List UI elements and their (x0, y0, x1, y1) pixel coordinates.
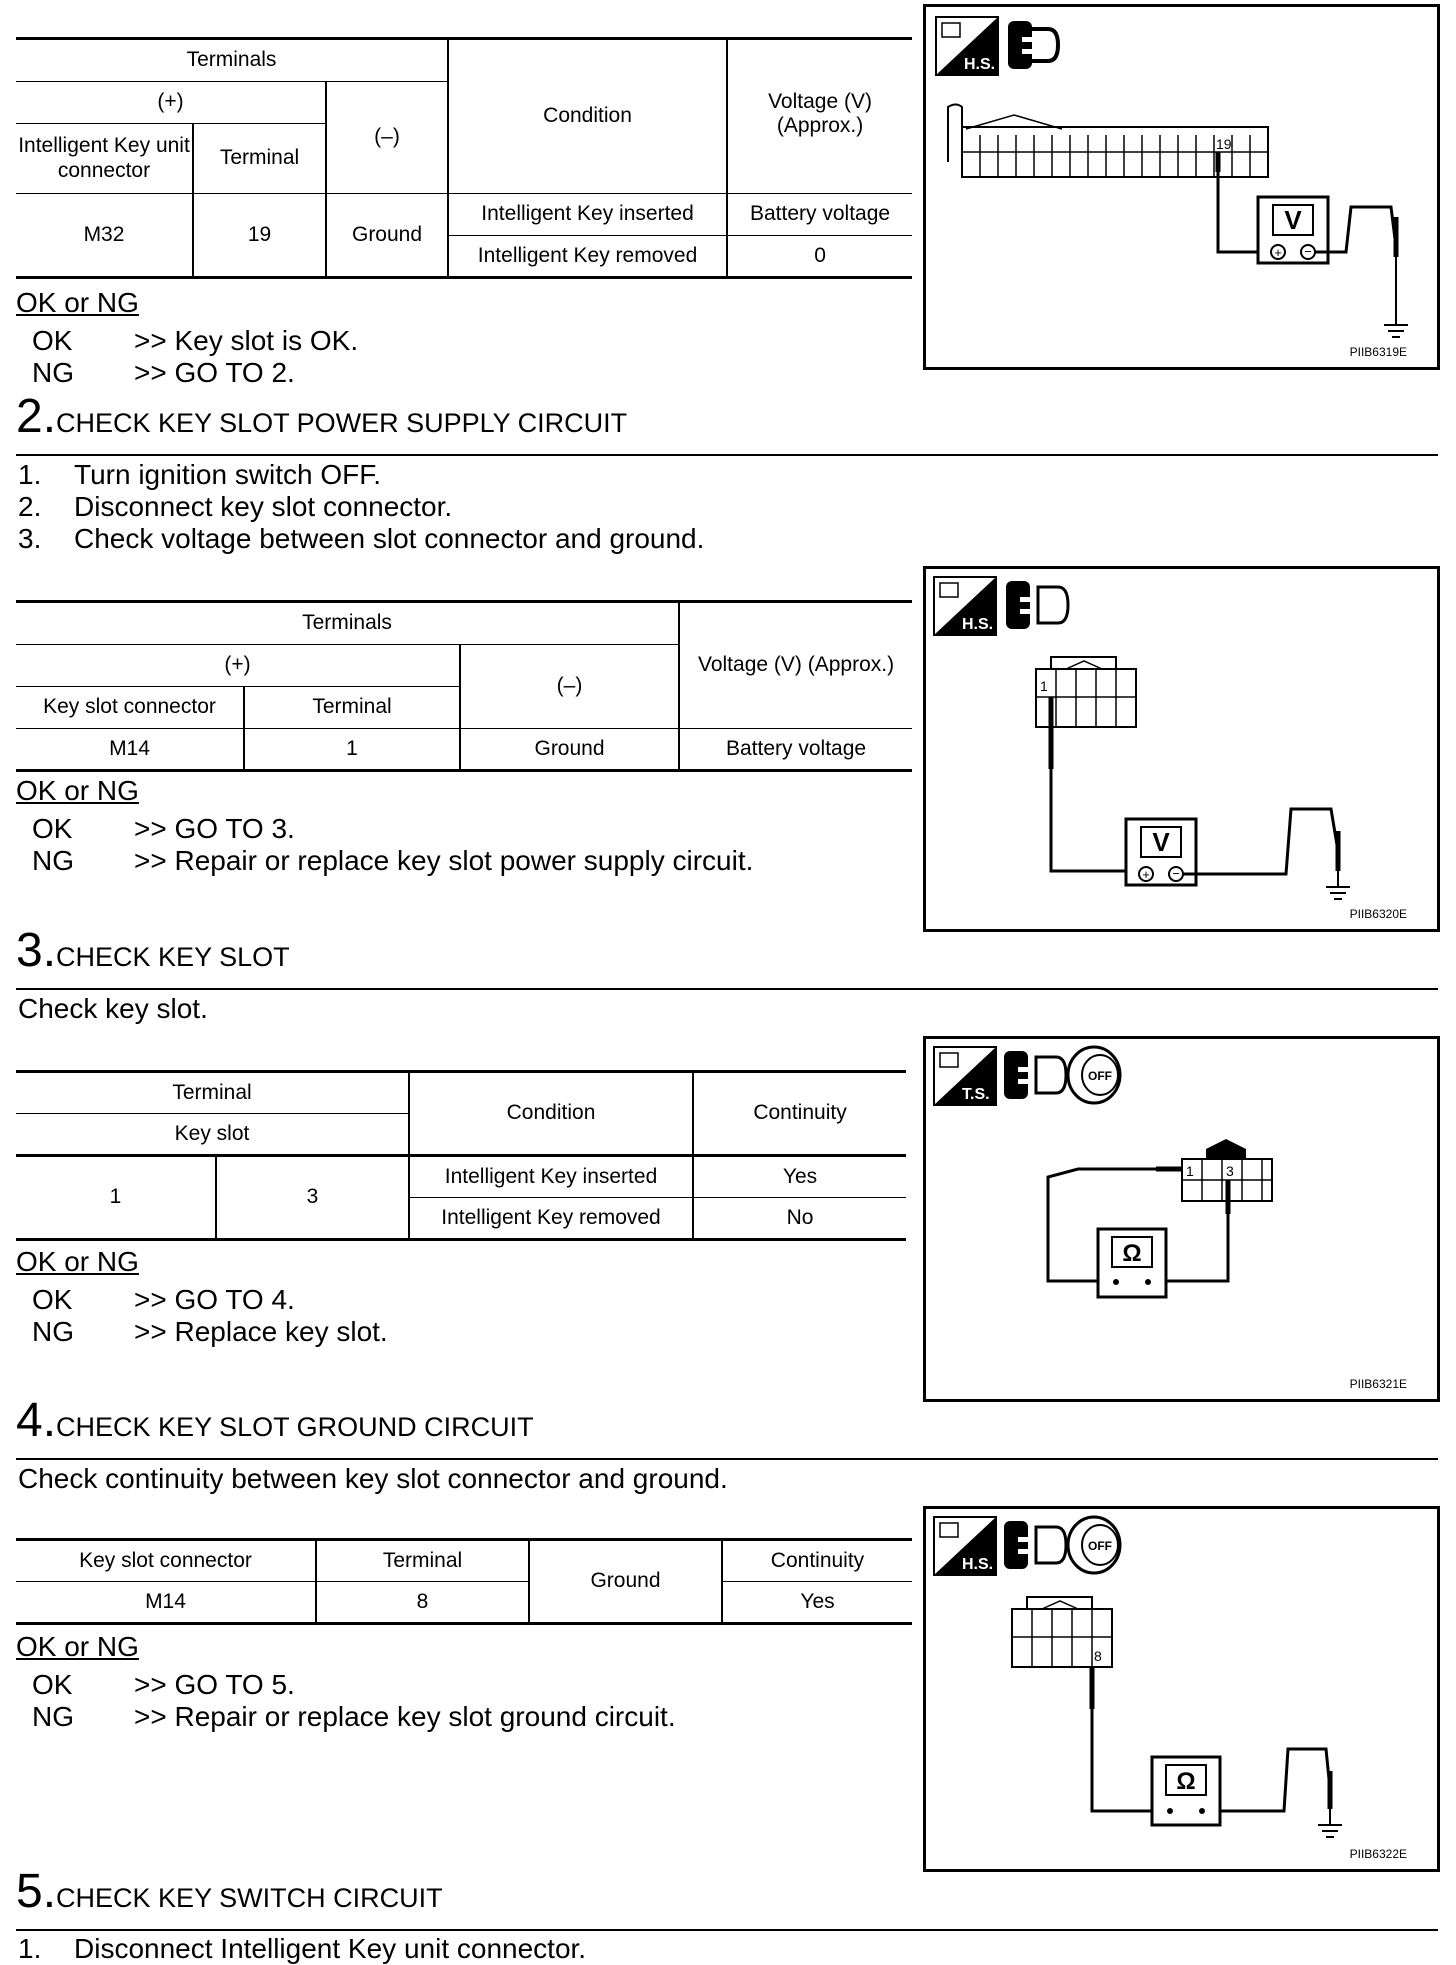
pin-label: 1 (1040, 678, 1048, 694)
okng-title: OK or NG (16, 287, 139, 318)
cell-continuity: Yes (722, 1582, 912, 1624)
svg-text:−: − (1304, 244, 1312, 259)
svg-text:V: V (1284, 205, 1302, 235)
figure-code: PIIB6320E (1349, 907, 1407, 921)
divider (16, 988, 1438, 990)
continuity-table-3 (16, 1070, 906, 1241)
header-terminal: Terminal (16, 1072, 409, 1114)
ok-text: >> Key slot is OK. (134, 325, 359, 356)
header-minus: (–) (460, 645, 679, 729)
cell-terminal: 19 (193, 194, 326, 278)
cell-condition: Intelligent Key inserted (448, 194, 727, 236)
svg-text:+: + (1142, 867, 1150, 882)
svg-text:Ω: Ω (1176, 1768, 1196, 1795)
ng-key: NG (32, 357, 74, 388)
header-condition: Condition (448, 39, 727, 194)
step-heading-4: 4.CHECK KEY SLOT GROUND CIRCUIT (16, 1394, 534, 1447)
list-item: 2. Disconnect key slot connector. (18, 491, 453, 522)
cell-terminal-1: 1 (16, 1156, 216, 1240)
cell-minus: Ground (326, 194, 448, 278)
cell-voltage: Battery voltage (727, 194, 912, 236)
procedure-list-2 (18, 459, 704, 555)
header-terminal: Terminal (193, 124, 326, 194)
svg-text:H.S.: H.S. (962, 616, 994, 633)
pin-label: 8 (1094, 1648, 1102, 1664)
continuity-table-4 (16, 1538, 912, 1625)
cell-terminal-2: 3 (216, 1156, 409, 1240)
step-heading-3: 3.CHECK KEY SLOT (16, 924, 290, 977)
header-connector: Intelligent Key unit connector (16, 124, 193, 194)
cell-connector: M32 (16, 194, 193, 278)
connector-pair-icon (1004, 1521, 1066, 1569)
header-keyslot: Key slot (16, 1114, 409, 1156)
header-continuity: Continuity (693, 1072, 906, 1156)
terminal-voltage-table-2 (16, 600, 912, 772)
header-connector: Key slot connector (16, 1540, 316, 1582)
cell-condition: Intelligent Key removed (448, 236, 727, 278)
ignition-off-icon (1068, 1047, 1120, 1103)
ts-icon (934, 1047, 996, 1105)
header-voltage: Voltage (V) (Approx.) (679, 602, 912, 729)
circuit-diagram (926, 1509, 1437, 1869)
header-condition: Condition (409, 1072, 693, 1156)
header-continuity: Continuity (722, 1540, 912, 1582)
step-heading-2: 2.CHECK KEY SLOT POWER SUPPLY CIRCUIT (16, 390, 628, 443)
procedure-list-5 (18, 1933, 586, 1965)
cell-voltage: Battery voltage (679, 729, 912, 771)
header-terminals: Terminals (16, 39, 448, 82)
hs-icon (936, 17, 998, 75)
cell-voltage: 0 (727, 236, 912, 278)
ok-key: OK (32, 325, 73, 356)
okng-block-1 (16, 287, 358, 389)
okng-block-3: OK or NG OK >> GO TO 4. NG >> Replace key slot. (16, 1246, 388, 1347)
cell-continuity: No (693, 1198, 906, 1240)
header-connector: Key slot connector (16, 687, 244, 729)
svg-text:Ω: Ω (1122, 1240, 1142, 1267)
svg-text:T.S.: T.S. (962, 1086, 990, 1103)
figure-code: PIIB6319E (1349, 345, 1407, 359)
svg-text:−: − (1172, 866, 1180, 881)
figure-continuity-check-4 (923, 1506, 1440, 1872)
header-minus: (–) (326, 82, 448, 194)
header-plus: (+) (16, 645, 460, 687)
ng-text: >> GO TO 2. (134, 357, 295, 388)
header-terminal: Terminal (316, 1540, 529, 1582)
pin-label: 3 (1226, 1163, 1234, 1179)
svg-text:OFF: OFF (1088, 1539, 1112, 1553)
svg-text:H.S.: H.S. (964, 56, 996, 73)
okng-block-4: OK or NG OK >> GO TO 5. NG >> Repair or replace key slot ground circuit. (16, 1631, 676, 1732)
pin-label: 19 (1216, 136, 1232, 152)
hs-icon (934, 1517, 996, 1575)
figure-voltage-check-2 (923, 566, 1440, 932)
divider (16, 454, 1438, 456)
circuit-diagram (926, 569, 1437, 929)
header-plus: (+) (16, 82, 326, 124)
header-voltage: Voltage (V) (Approx.) (727, 39, 912, 194)
svg-text:V: V (1152, 827, 1170, 857)
divider (16, 1458, 1438, 1460)
cell-minus: Ground (460, 729, 679, 771)
cell-ground: Ground (529, 1540, 722, 1624)
key-slot-connector (1012, 1597, 1112, 1667)
ignition-off-icon (1068, 1517, 1120, 1573)
svg-text:+: + (1274, 245, 1282, 260)
terminal-voltage-table-1 (16, 37, 912, 279)
circuit-diagram (926, 1039, 1437, 1399)
ohmmeter (1152, 1757, 1220, 1825)
okng-block-2: OK or NG OK >> GO TO 3. NG >> Repair or replace key slot power supply circuit. (16, 775, 754, 876)
cell-continuity: Yes (693, 1156, 906, 1198)
instruction-text-3: Check key slot. (18, 993, 208, 1024)
list-item: 1. Disconnect Intelligent Key unit connector. (18, 1933, 587, 1964)
connector-icon (1008, 21, 1058, 69)
figure-voltage-check-1 (923, 4, 1440, 370)
connector-pair-icon (1004, 1051, 1066, 1099)
cell-connector: M14 (16, 729, 244, 771)
figure-continuity-check-3 (923, 1036, 1440, 1402)
cell-terminal: 8 (316, 1582, 529, 1624)
header-terminal: Terminal (244, 687, 460, 729)
cell-connector: M14 (16, 1582, 316, 1624)
pin-label: 1 (1186, 1163, 1194, 1179)
step-heading-5: 5.CHECK KEY SWITCH CIRCUIT (16, 1865, 443, 1918)
svg-text:H.S.: H.S. (962, 1556, 994, 1573)
figure-code: PIIB6321E (1349, 1377, 1407, 1391)
cell-terminal: 1 (244, 729, 460, 771)
cell-condition: Intelligent Key inserted (409, 1156, 693, 1198)
figure-code: PIIB6322E (1349, 1847, 1407, 1861)
hs-icon (934, 577, 996, 635)
list-item: 1. Turn ignition switch OFF. (18, 459, 382, 490)
header-terminals: Terminals (16, 602, 679, 645)
cell-condition: Intelligent Key removed (409, 1198, 693, 1240)
svg-text:OFF: OFF (1088, 1069, 1112, 1083)
circuit-diagram (926, 7, 1437, 367)
connector-pair-icon (1006, 581, 1068, 629)
ohmmeter (1098, 1229, 1166, 1297)
divider (16, 1929, 1438, 1931)
list-item: 3. Check voltage between slot connector and ground. (18, 523, 705, 554)
instruction-text-4: Check continuity between key slot connector and ground. (18, 1463, 728, 1494)
